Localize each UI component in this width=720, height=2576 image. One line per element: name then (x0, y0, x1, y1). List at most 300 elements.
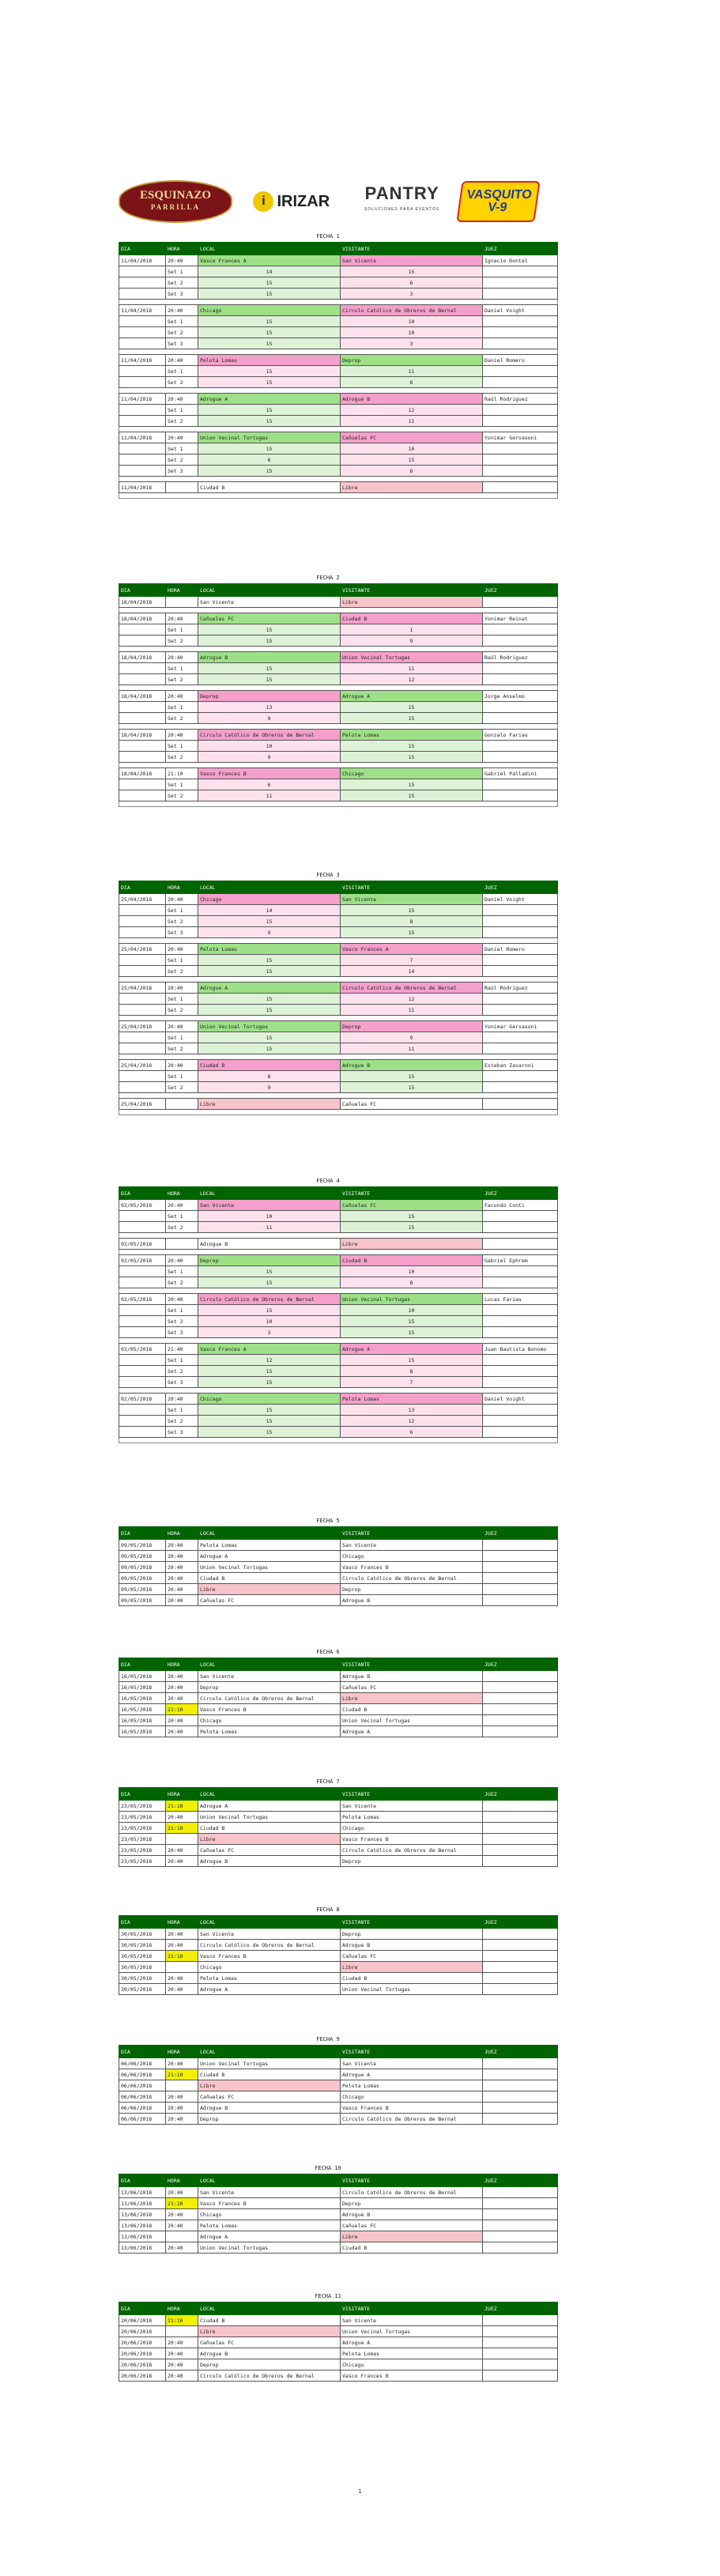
header-local: LOCAL (198, 1187, 341, 1200)
match-juez (483, 2315, 558, 2326)
set-juez-spacer (483, 338, 558, 349)
header-local: LOCAL (198, 584, 341, 597)
match-hora: 20:40 (166, 305, 198, 316)
match-local: Pelota Lomas (198, 2220, 341, 2231)
match-hora: 20:40 (166, 613, 198, 624)
match-dia: 30/05/2018 (119, 1973, 166, 1984)
match-juez (483, 1962, 558, 1973)
match-hora: 20:40 (166, 1856, 198, 1867)
match-hora: 21:10 (166, 2069, 198, 2080)
match-row (119, 1551, 558, 1562)
match-dia: 13/06/2018 (119, 2198, 166, 2209)
match-visitante: Deprop (341, 1856, 483, 1867)
match-dia: 02/05/2018 (119, 1200, 166, 1211)
set-spacer (119, 927, 166, 938)
match-row (119, 2103, 558, 2114)
set-score-visitante: 1 (341, 624, 483, 636)
header-dia: DIA (119, 584, 166, 597)
set-juez-spacer (483, 1327, 558, 1338)
match-local: Adrogue A (198, 1801, 341, 1812)
match-juez (483, 1984, 558, 1995)
set-juez-spacer (483, 966, 558, 977)
set-label: Set 1 (166, 1071, 198, 1082)
match-dia: 06/06/2018 (119, 2080, 166, 2091)
gap-cell (198, 388, 341, 394)
set-juez-spacer (483, 1427, 558, 1438)
set-juez-spacer (483, 752, 558, 763)
set-row (119, 916, 558, 927)
gap-cell (166, 608, 198, 613)
match-row (119, 768, 558, 779)
set-spacer (119, 1222, 166, 1233)
gap-cell (166, 938, 198, 944)
gap-cell (483, 349, 558, 355)
set-juez-spacer (483, 1305, 558, 1316)
fixture-table (119, 2045, 558, 2125)
match-visitante: Union Vecinal Tortugas (341, 1715, 483, 1726)
fecha-title: FECHA 2 (316, 575, 340, 581)
gap-cell (119, 1016, 166, 1021)
match-hora: 20:40 (166, 1973, 198, 1984)
match-dia: 16/05/2018 (119, 1671, 166, 1682)
set-juez-spacer (483, 1222, 558, 1233)
set-score-visitante: 15 (341, 790, 483, 801)
gap-cell (198, 1288, 341, 1294)
match-dia: 11/04/2018 (119, 305, 166, 316)
set-label: Set 1 (166, 1032, 198, 1043)
match-gap-row (119, 801, 558, 807)
match-hora (166, 2080, 198, 2091)
set-score-local: 15 (198, 1277, 341, 1288)
match-visitante: Pelota Lomas (341, 1394, 483, 1405)
match-gap-row (119, 1438, 558, 1443)
set-score-visitante: 10 (341, 1266, 483, 1277)
match-dia: 25/04/2018 (119, 894, 166, 905)
set-spacer (119, 466, 166, 477)
set-juez-spacer (483, 702, 558, 713)
match-hora: 20:40 (166, 894, 198, 905)
match-visitante: Circulo Católico de Obreros de Bernal (341, 1845, 483, 1856)
header-local: LOCAL (198, 2174, 341, 2187)
match-dia: 02/05/2018 (119, 1255, 166, 1266)
set-row (119, 663, 558, 674)
match-dia: 09/05/2018 (119, 1540, 166, 1551)
match-local: Vasco Frances B (198, 1951, 341, 1962)
set-juez-spacer (483, 994, 558, 1005)
set-score-local: 9 (198, 713, 341, 724)
match-gap-row (119, 608, 558, 613)
set-score-visitante: 15 (341, 1327, 483, 1338)
match-gap-row (119, 647, 558, 652)
gap-cell (198, 1110, 341, 1115)
match-juez (483, 2337, 558, 2348)
set-row (119, 702, 558, 713)
set-spacer (119, 905, 166, 916)
fecha-section (119, 1904, 537, 1995)
match-visitante: Circulo Católico de Obreros de Bernal (341, 983, 483, 994)
match-juez (483, 2058, 558, 2069)
gap-cell (119, 763, 166, 768)
match-hora: 20:40 (166, 2370, 198, 2382)
gap-cell (341, 427, 483, 432)
set-score-local: 15 (198, 316, 341, 327)
match-hora: 20:40 (166, 2187, 198, 2198)
match-visitante: Circulo Católico de Obreros de Bernal (341, 2187, 483, 2198)
match-local: Cañuelas FC (198, 1595, 341, 1606)
match-juez (483, 1671, 558, 1682)
gap-cell (198, 300, 341, 305)
gap-cell (341, 1233, 483, 1239)
sponsor-vasquito-logo: VASQUITO V-9 (456, 181, 540, 222)
match-gap-row (119, 1288, 558, 1294)
match-local: Union Vecinal Tortugas (198, 1812, 341, 1823)
sponsor-esquinazo-logo: ESQUINAZO PARRILLA (119, 180, 232, 223)
match-juez (483, 2326, 558, 2337)
set-score-local: 15 (198, 1427, 341, 1438)
match-dia: 13/06/2018 (119, 2231, 166, 2242)
match-visitante: Libre (341, 482, 483, 493)
match-row (119, 255, 558, 266)
match-local: Libre (198, 1834, 341, 1845)
set-score-local: 10 (198, 1316, 341, 1327)
set-score-local: 9 (198, 752, 341, 763)
match-visitante: Ciudad B (341, 1255, 483, 1266)
set-label: Set 2 (166, 1043, 198, 1054)
match-dia: 25/04/2018 (119, 944, 166, 955)
match-hora: 20:40 (166, 1200, 198, 1211)
match-gap-row (119, 763, 558, 768)
header-local: LOCAL (198, 1916, 341, 1929)
set-juez-spacer (483, 327, 558, 338)
match-local: Circulo Católico de Obreros de Bernal (198, 730, 341, 741)
set-juez-spacer (483, 1316, 558, 1327)
match-local: San Vicente (198, 1929, 341, 1940)
set-score-visitante: 12 (341, 1416, 483, 1427)
match-hora: 20:40 (166, 1294, 198, 1305)
gap-cell (119, 1388, 166, 1394)
set-score-local: 13 (198, 702, 341, 713)
set-spacer (119, 1082, 166, 1093)
gap-cell (119, 1233, 166, 1239)
match-hora: 20:40 (166, 2103, 198, 2114)
match-local: Pelota Lomas (198, 355, 341, 366)
header-hora: HORA (166, 1187, 198, 1200)
set-score-visitante: 14 (341, 966, 483, 977)
match-gap-row (119, 938, 558, 944)
match-row (119, 1823, 558, 1834)
match-visitante: San Vicente (341, 1801, 483, 1812)
match-visitante: Libre (341, 1693, 483, 1704)
set-spacer (119, 1427, 166, 1438)
gap-cell (119, 685, 166, 691)
match-local: Ciudad B (198, 1823, 341, 1834)
match-hora: 21:10 (166, 2315, 198, 2326)
match-local: Cañuelas FC (198, 2337, 341, 2348)
gap-cell (166, 1233, 198, 1239)
match-gap-row (119, 1250, 558, 1255)
set-label: Set 1 (166, 905, 198, 916)
set-score-visitante: 11 (341, 1005, 483, 1016)
set-score-local: 15 (198, 338, 341, 349)
header-local: LOCAL (198, 881, 341, 894)
match-row (119, 730, 558, 741)
match-dia: 06/06/2018 (119, 2103, 166, 2114)
set-score-visitante: 15 (341, 1316, 483, 1327)
match-row (119, 2348, 558, 2359)
match-row (119, 1584, 558, 1595)
set-row (119, 1082, 558, 1093)
match-visitante: Adrogue B (341, 1940, 483, 1951)
gap-cell (198, 938, 341, 944)
set-label: Set 3 (166, 466, 198, 477)
set-juez-spacer (483, 405, 558, 416)
match-dia: 18/04/2018 (119, 597, 166, 608)
set-juez-spacer (483, 1043, 558, 1054)
match-hora: 20:40 (166, 2058, 198, 2069)
match-gap-row (119, 477, 558, 482)
match-local: Pelota Lomas (198, 1726, 341, 1737)
set-spacer (119, 443, 166, 454)
match-visitante: Deprop (341, 1021, 483, 1032)
set-label: Set 2 (166, 713, 198, 724)
match-local: Circulo Católico de Obreros de Bernal (198, 1693, 341, 1704)
match-local: Adrogue B (198, 2348, 341, 2359)
match-visitante: San Vicente (341, 1540, 483, 1551)
match-dia: 23/05/2018 (119, 1812, 166, 1823)
match-visitante: Ciudad B (341, 1973, 483, 1984)
set-label: Set 1 (166, 994, 198, 1005)
match-dia: 11/04/2018 (119, 255, 166, 266)
match-dia: 25/04/2018 (119, 983, 166, 994)
set-label: Set 1 (166, 1266, 198, 1277)
match-dia: 18/04/2018 (119, 768, 166, 779)
header-juez: JUEZ (483, 1187, 558, 1200)
set-row (119, 338, 558, 349)
match-local: Circulo Católico de Obreros de Bernal (198, 2370, 341, 2382)
gap-cell (119, 300, 166, 305)
set-spacer (119, 1043, 166, 1054)
gap-cell (483, 977, 558, 983)
match-gap-row (119, 685, 558, 691)
match-juez: Daniel Voight (483, 1394, 558, 1405)
set-juez-spacer (483, 663, 558, 674)
gap-cell (198, 801, 341, 807)
match-row (119, 2242, 558, 2254)
match-hora: 20:40 (166, 2359, 198, 2370)
match-row (119, 1951, 558, 1962)
header-visitante: VISITANTE (341, 2303, 483, 2315)
set-score-visitante: 13 (341, 1405, 483, 1416)
match-local: Cañuelas FC (198, 613, 341, 624)
set-row (119, 289, 558, 300)
match-dia: 30/05/2018 (119, 1929, 166, 1940)
match-dia: 16/05/2018 (119, 1715, 166, 1726)
match-juez: Esteban Zavaroni (483, 1060, 558, 1071)
header-hora: HORA (166, 2046, 198, 2058)
match-local: Pelota Lomas (198, 944, 341, 955)
set-row (119, 1071, 558, 1082)
fecha-section (119, 2034, 537, 2125)
match-juez (483, 1682, 558, 1693)
set-score-visitante: 3 (341, 289, 483, 300)
gap-cell (119, 1288, 166, 1294)
match-hora: 20:40 (166, 652, 198, 663)
match-juez (483, 1562, 558, 1573)
header-hora: HORA (166, 1916, 198, 1929)
header-hora: HORA (166, 2303, 198, 2315)
match-hora: 21:10 (166, 768, 198, 779)
match-row (119, 1812, 558, 1823)
set-row (119, 1416, 558, 1427)
match-local: Vasco Frances A (198, 1344, 341, 1355)
set-score-visitante: 11 (341, 416, 483, 427)
match-hora: 20:40 (166, 1255, 198, 1266)
table-header-row (119, 584, 558, 597)
set-score-local: 15 (198, 916, 341, 927)
match-hora (166, 482, 198, 493)
match-local: Vasco Frances A (198, 255, 341, 266)
set-score-local: 10 (198, 1211, 341, 1222)
set-score-local: 14 (198, 905, 341, 916)
gap-cell (198, 1438, 341, 1443)
match-local: Deprop (198, 2114, 341, 2125)
gap-cell (166, 647, 198, 652)
gap-cell (198, 608, 341, 613)
match-visitante: Adrogue A (341, 1344, 483, 1355)
match-juez: Gonzalo Farias (483, 730, 558, 741)
set-label: Set 3 (166, 289, 198, 300)
gap-cell (166, 1288, 198, 1294)
set-score-local: 11 (198, 1222, 341, 1233)
gap-cell (483, 427, 558, 432)
header-visitante: VISITANTE (341, 1788, 483, 1801)
set-spacer (119, 916, 166, 927)
set-score-local: 15 (198, 1043, 341, 1054)
set-label: Set 2 (166, 454, 198, 466)
match-juez (483, 1239, 558, 1250)
set-label: Set 1 (166, 366, 198, 377)
gap-cell (198, 1093, 341, 1099)
header-local: LOCAL (198, 243, 341, 255)
header-hora: HORA (166, 584, 198, 597)
set-label: Set 2 (166, 1316, 198, 1327)
match-local: Deprop (198, 1255, 341, 1266)
gap-cell (483, 1438, 558, 1443)
gap-cell (483, 647, 558, 652)
match-visitante: Pelota Lomas (341, 2348, 483, 2359)
set-label: Set 2 (166, 636, 198, 647)
set-juez-spacer (483, 1277, 558, 1288)
set-row (119, 1366, 558, 1377)
match-row (119, 1682, 558, 1693)
match-visitante: Chicago (341, 2359, 483, 2370)
match-juez (483, 2187, 558, 2198)
set-row (119, 994, 558, 1005)
match-visitante: Chicago (341, 1551, 483, 1562)
match-juez: Facundo Conti (483, 1200, 558, 1211)
match-juez: Juan Bautista Bonomo (483, 1344, 558, 1355)
fecha-title: FECHA 4 (316, 1178, 340, 1184)
gap-cell (341, 977, 483, 983)
gap-cell (483, 1288, 558, 1294)
set-label: Set 2 (166, 1222, 198, 1233)
match-dia: 20/06/2018 (119, 2359, 166, 2370)
match-dia: 23/05/2018 (119, 1845, 166, 1856)
match-hora (166, 1099, 198, 1110)
set-label: Set 3 (166, 338, 198, 349)
match-row (119, 1940, 558, 1951)
gap-cell (483, 300, 558, 305)
gap-cell (198, 427, 341, 432)
set-row (119, 1222, 558, 1233)
set-juez-spacer (483, 266, 558, 277)
match-juez: Gabriel Palladini (483, 768, 558, 779)
set-score-visitante: 6 (341, 466, 483, 477)
set-score-visitante: 6 (341, 1427, 483, 1438)
set-row (119, 416, 558, 427)
match-local: Ciudad B (198, 1573, 341, 1584)
header-dia: DIA (119, 1187, 166, 1200)
match-dia: 13/06/2018 (119, 2209, 166, 2220)
set-score-local: 3 (198, 1327, 341, 1338)
header-juez: JUEZ (483, 1916, 558, 1929)
set-spacer (119, 289, 166, 300)
match-local: Ciudad B (198, 482, 341, 493)
match-row (119, 652, 558, 663)
set-row (119, 466, 558, 477)
fecha-title: FECHA 8 (316, 1907, 340, 1913)
set-score-local: 15 (198, 466, 341, 477)
set-score-local: 15 (198, 416, 341, 427)
match-visitante: Libre (341, 2231, 483, 2242)
set-juez-spacer (483, 1032, 558, 1043)
set-score-visitante: 15 (341, 1082, 483, 1093)
match-dia: 25/04/2018 (119, 1021, 166, 1032)
gap-cell (341, 1110, 483, 1115)
match-local: Vasco Frances B (198, 1704, 341, 1715)
fecha-section (119, 1515, 537, 1606)
match-juez (483, 1704, 558, 1715)
gap-cell (341, 1388, 483, 1394)
match-juez: Lucas Farias (483, 1294, 558, 1305)
gap-cell (483, 1233, 558, 1239)
gap-cell (341, 1054, 483, 1060)
set-juez-spacer (483, 377, 558, 388)
set-score-visitante: 15 (341, 779, 483, 790)
match-row (119, 1294, 558, 1305)
set-score-visitante: 10 (341, 316, 483, 327)
set-juez-spacer (483, 624, 558, 636)
match-juez (483, 1540, 558, 1551)
set-score-local: 11 (198, 790, 341, 801)
match-dia: 16/05/2018 (119, 1726, 166, 1737)
set-juez-spacer (483, 1355, 558, 1366)
set-label: Set 3 (166, 1327, 198, 1338)
set-spacer (119, 752, 166, 763)
gap-cell (166, 977, 198, 983)
match-local: Pelota Lomas (198, 1540, 341, 1551)
gap-cell (198, 1250, 341, 1255)
match-visitante: Cañuelas FC (341, 432, 483, 443)
match-dia: 30/05/2018 (119, 1984, 166, 1995)
set-juez-spacer (483, 1071, 558, 1082)
match-dia: 13/06/2018 (119, 2220, 166, 2231)
match-hora: 21:10 (166, 1801, 198, 1812)
gap-cell (341, 300, 483, 305)
match-row (119, 2370, 558, 2382)
match-local: San Vicente (198, 1200, 341, 1211)
set-juez-spacer (483, 416, 558, 427)
